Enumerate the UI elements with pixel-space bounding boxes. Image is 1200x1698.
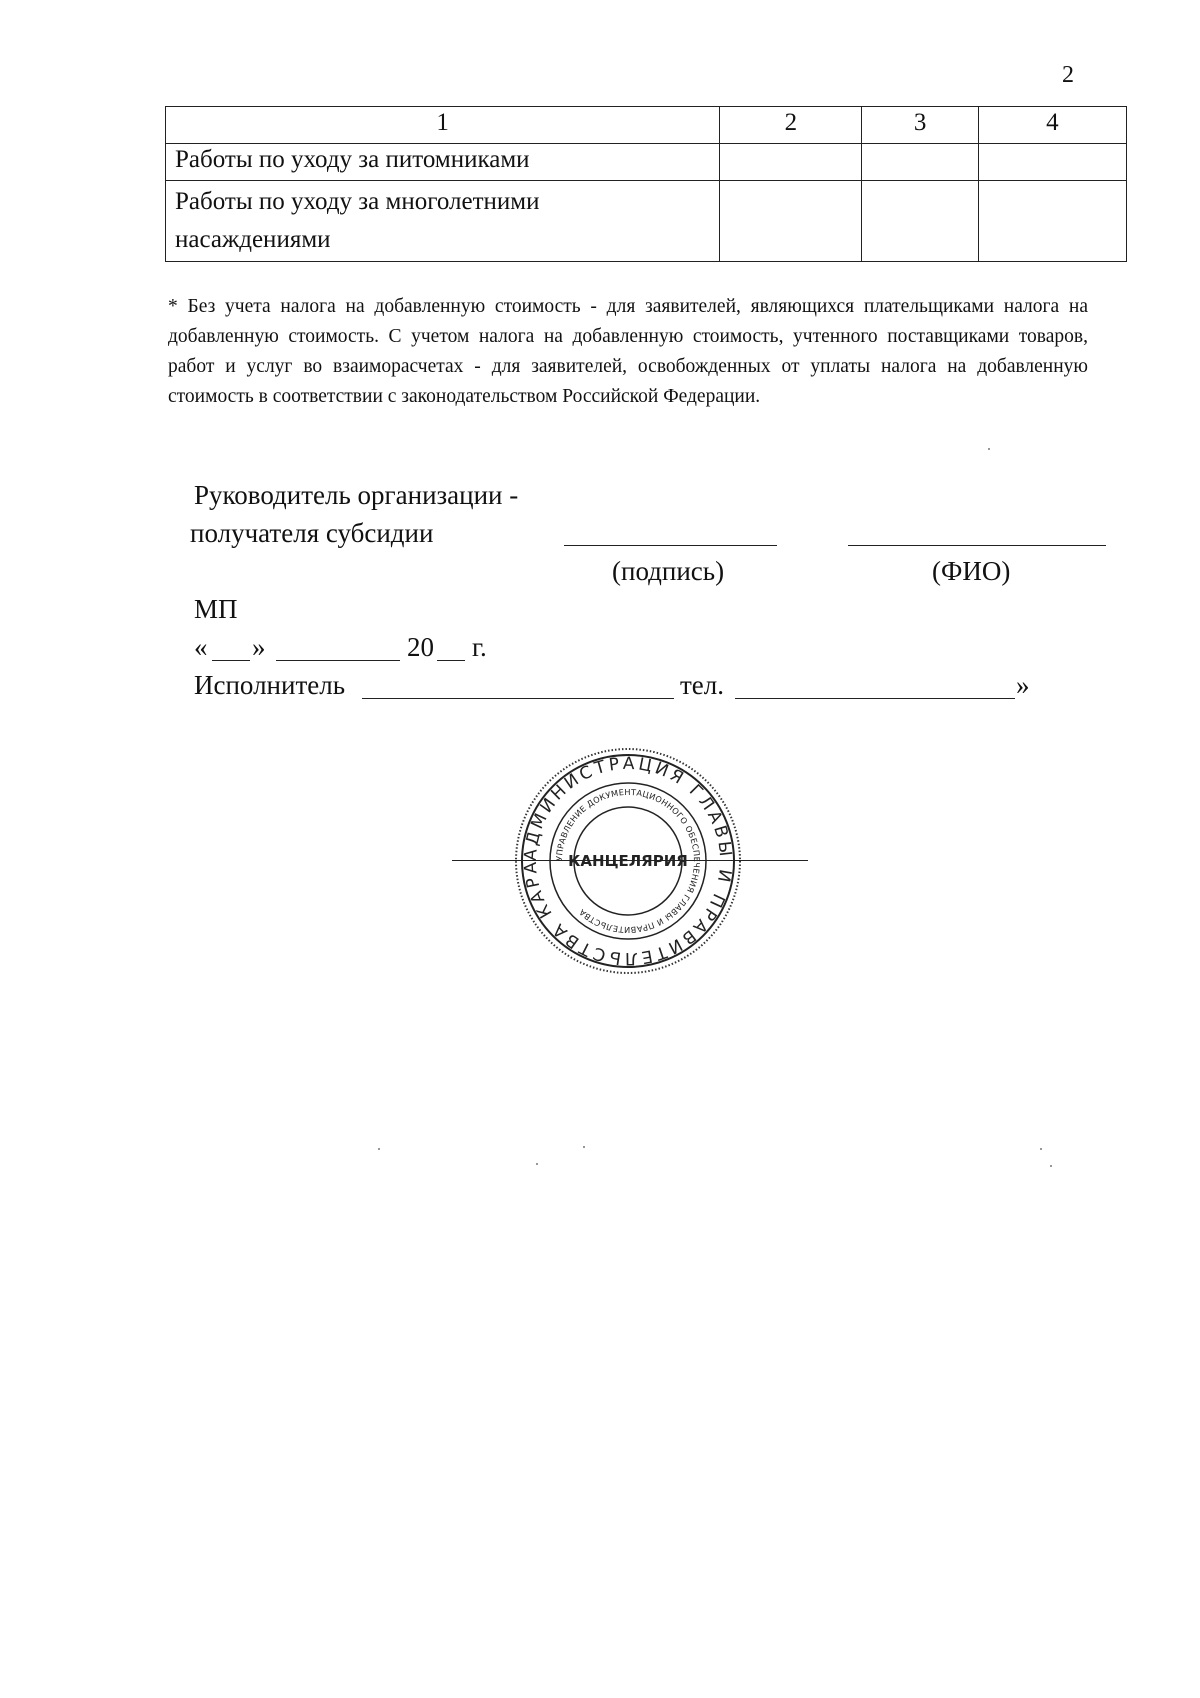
executor-line[interactable] (362, 698, 674, 699)
signature-block (0, 0, 1200, 720)
column-header-1: 1 (166, 107, 720, 144)
row-label-nurseries: Работы по уходу за питомниками (166, 144, 720, 181)
seal-inner-text: УПРАВЛЕНИЕ ДОКУМЕНТАЦИОННОГО ОБЕСПЕЧЕНИЯ ГЛАВЫ И ПРАВИТЕЛЬСТВА (553, 786, 703, 936)
phone-line[interactable] (735, 698, 1015, 699)
stamp-place-label: МП (194, 594, 238, 624)
date-open-quote: « (194, 632, 208, 662)
row-label-line: Работы по уходу за многолетними (175, 188, 540, 215)
column-header-2: 2 (720, 107, 862, 144)
footnote: * Без учета налога на добавленную стоимость - для заявителей, являющихся плательщиками налога на добавленную стоимость. С учетом налога на добавленную стоимость, учтенного поставщиками товаров, работ и услуг во взаиморасчетах - для заявителей, освобожденных от уплаты налога на добавленную стоимость в соответствии с законодательством Российской Федерации. (168, 296, 1088, 407)
seal-graphic (512, 745, 744, 977)
year-line[interactable] (437, 660, 465, 661)
phone-label: тел. (680, 670, 725, 700)
day-line[interactable] (212, 660, 250, 661)
head-title-line2: получателя субсидии (190, 518, 434, 548)
scan-speck (536, 1163, 538, 1165)
scan-speck (378, 1148, 380, 1150)
name-line[interactable] (848, 545, 1106, 546)
signature-line[interactable] (564, 545, 777, 546)
name-caption: (ФИО) (932, 556, 1011, 586)
scan-speck (1040, 1148, 1042, 1150)
official-seal (512, 745, 744, 977)
executor-label: Исполнитель (194, 670, 346, 700)
scan-speck (583, 1146, 585, 1148)
year-prefix: 20 (407, 632, 434, 662)
page-number: 2 (1062, 62, 1074, 88)
month-line[interactable] (276, 660, 400, 661)
head-title-line1: Руководитель организации - (194, 480, 519, 510)
seal-outer-text: АДМИНИСТРАЦИЯ ГЛАВЫ И ПРАВИТЕЛЬСТВА КАРА (520, 753, 736, 969)
seal-center-text: КАНЦЕЛЯРИЯ (568, 852, 688, 870)
date-close-quote: » (252, 632, 266, 662)
column-header-4: 4 (978, 107, 1126, 144)
row-label-line: насаждениями (175, 226, 331, 253)
scan-speck (988, 448, 990, 450)
scan-speck (1050, 1165, 1052, 1167)
closing-quote: » (1016, 670, 1030, 700)
column-header-3: 3 (862, 107, 978, 144)
year-suffix: г. (472, 632, 487, 662)
signature-caption: (подпись) (612, 556, 725, 586)
